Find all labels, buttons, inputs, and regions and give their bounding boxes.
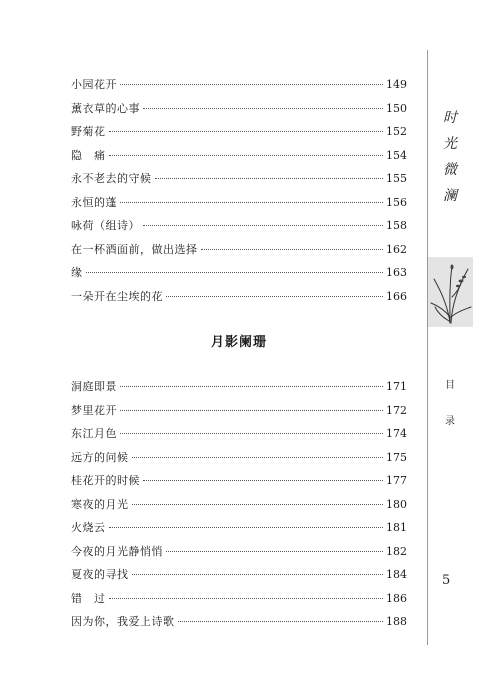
dot-leader	[120, 202, 383, 203]
toc-entry-title: 寒夜的月光	[71, 497, 129, 511]
dot-leader	[109, 527, 384, 528]
toc-entry[interactable]	[71, 214, 407, 238]
toc-entry[interactable]	[71, 120, 407, 144]
toc-entry-page: 158	[386, 219, 407, 232]
toc-entry-page: 150	[386, 101, 407, 115]
dot-leader	[132, 457, 384, 458]
toc-entry-page: 177	[386, 474, 407, 487]
toc-entry[interactable]	[71, 191, 407, 215]
toc-entry-title: 东江月色	[71, 427, 117, 440]
toc-entry-title: 缘	[71, 266, 83, 279]
toc-entry-title: 永不老去的守候	[71, 172, 152, 185]
dot-leader	[109, 131, 384, 132]
toc-entry-page: 175	[386, 450, 407, 464]
toc-entry-title: 夏夜的寻找	[71, 568, 129, 581]
toc-section-2	[71, 375, 407, 634]
toc-entry-title: 隐 痛	[71, 148, 106, 162]
toc-entry[interactable]	[71, 422, 407, 446]
toc-entry-title: 薰衣草的心事	[71, 101, 140, 115]
dot-leader	[109, 598, 384, 599]
orchid-painting-icon	[428, 257, 473, 327]
dot-leader	[120, 433, 383, 434]
dot-leader	[166, 296, 383, 297]
book-title-char: 微	[443, 162, 457, 178]
toc-entry-page: 184	[386, 568, 407, 581]
dot-leader	[86, 272, 384, 273]
toc-entry-title: 今夜的月光静悄悄	[71, 544, 163, 558]
toc-entry-page: 162	[386, 242, 407, 256]
toc-entry[interactable]	[71, 238, 407, 262]
toc-entry-page: 156	[386, 195, 407, 209]
toc-entry[interactable]	[71, 144, 407, 168]
toc-entry-title: 火烧云	[71, 521, 106, 534]
toc-entry-page: 163	[386, 266, 407, 279]
toc-entry-title: 咏荷（组诗）	[71, 219, 140, 232]
toc-entry-page: 174	[386, 427, 407, 440]
toc-entry-title: 洞庭即景	[71, 380, 117, 393]
dot-leader	[120, 386, 383, 387]
toc-entry-page: 188	[386, 615, 407, 628]
dot-leader	[143, 480, 383, 481]
toc-entry-page: 149	[386, 78, 407, 91]
toc-entry-page: 186	[386, 591, 407, 605]
toc-entry[interactable]	[71, 399, 407, 423]
dot-leader	[132, 574, 384, 575]
toc-entry-title: 桂花开的时候	[71, 474, 140, 487]
toc-entry[interactable]	[71, 285, 407, 309]
toc-entry-page: 171	[386, 380, 407, 393]
book-title-char: 时	[443, 110, 457, 126]
dot-leader	[155, 178, 384, 179]
toc-entry-title: 野菊花	[71, 125, 106, 138]
toc-entry[interactable]	[71, 167, 407, 191]
toc-entry-page: 166	[386, 289, 407, 303]
toc-label-char: 录	[445, 416, 455, 427]
toc-entry[interactable]	[71, 446, 407, 470]
dot-leader	[201, 249, 384, 250]
book-title-char: 澜	[443, 188, 457, 204]
book-title-char: 光	[443, 136, 457, 152]
toc-entry-page: 182	[386, 544, 407, 558]
toc-entry-page: 172	[386, 403, 407, 417]
toc-entry[interactable]	[71, 97, 407, 121]
toc-entry[interactable]	[71, 516, 407, 540]
toc-entry-title: 永恒的蓬	[71, 195, 117, 209]
toc-entry-page: 180	[386, 497, 407, 511]
toc-entry-title: 远方的问候	[71, 450, 129, 464]
toc-section-1	[71, 73, 407, 308]
toc-entry-title: 因为你，我爱上诗歌	[71, 615, 175, 628]
page-number: 5	[442, 573, 451, 588]
toc-entry[interactable]	[71, 493, 407, 517]
dot-leader	[120, 84, 383, 85]
dot-leader	[120, 410, 383, 411]
toc-entry[interactable]	[71, 610, 407, 634]
toc-entry[interactable]	[71, 587, 407, 611]
toc-label-char: 目	[445, 380, 455, 391]
dot-leader	[178, 621, 384, 622]
toc-entry-title: 梦里花开	[71, 403, 117, 417]
toc-entry-page: 181	[386, 521, 407, 534]
book-title-vertical	[440, 105, 460, 209]
toc-entry[interactable]	[71, 261, 407, 285]
toc-entry-title: 错 过	[71, 591, 106, 605]
toc-entry[interactable]	[71, 375, 407, 399]
toc-label-vertical	[443, 368, 457, 440]
toc-entry-title: 在一杯酒面前，做出选择	[71, 242, 198, 256]
margin-divider	[427, 50, 428, 645]
dot-leader	[143, 225, 383, 226]
toc-entry[interactable]	[71, 563, 407, 587]
toc-entry-title: 一朵开在尘埃的花	[71, 289, 163, 303]
section-heading: 月影阑珊	[210, 335, 267, 350]
toc-entry[interactable]	[71, 469, 407, 493]
dot-leader	[143, 108, 383, 109]
dot-leader	[166, 551, 383, 552]
toc-entry-title: 小园花开	[71, 78, 117, 91]
toc-entry[interactable]	[71, 73, 407, 97]
toc-entry[interactable]	[71, 540, 407, 564]
toc-entry-page: 155	[386, 172, 407, 185]
dot-leader	[132, 504, 384, 505]
toc-entry-page: 154	[386, 148, 407, 162]
toc-entry-page: 152	[386, 125, 407, 138]
dot-leader	[109, 155, 384, 156]
